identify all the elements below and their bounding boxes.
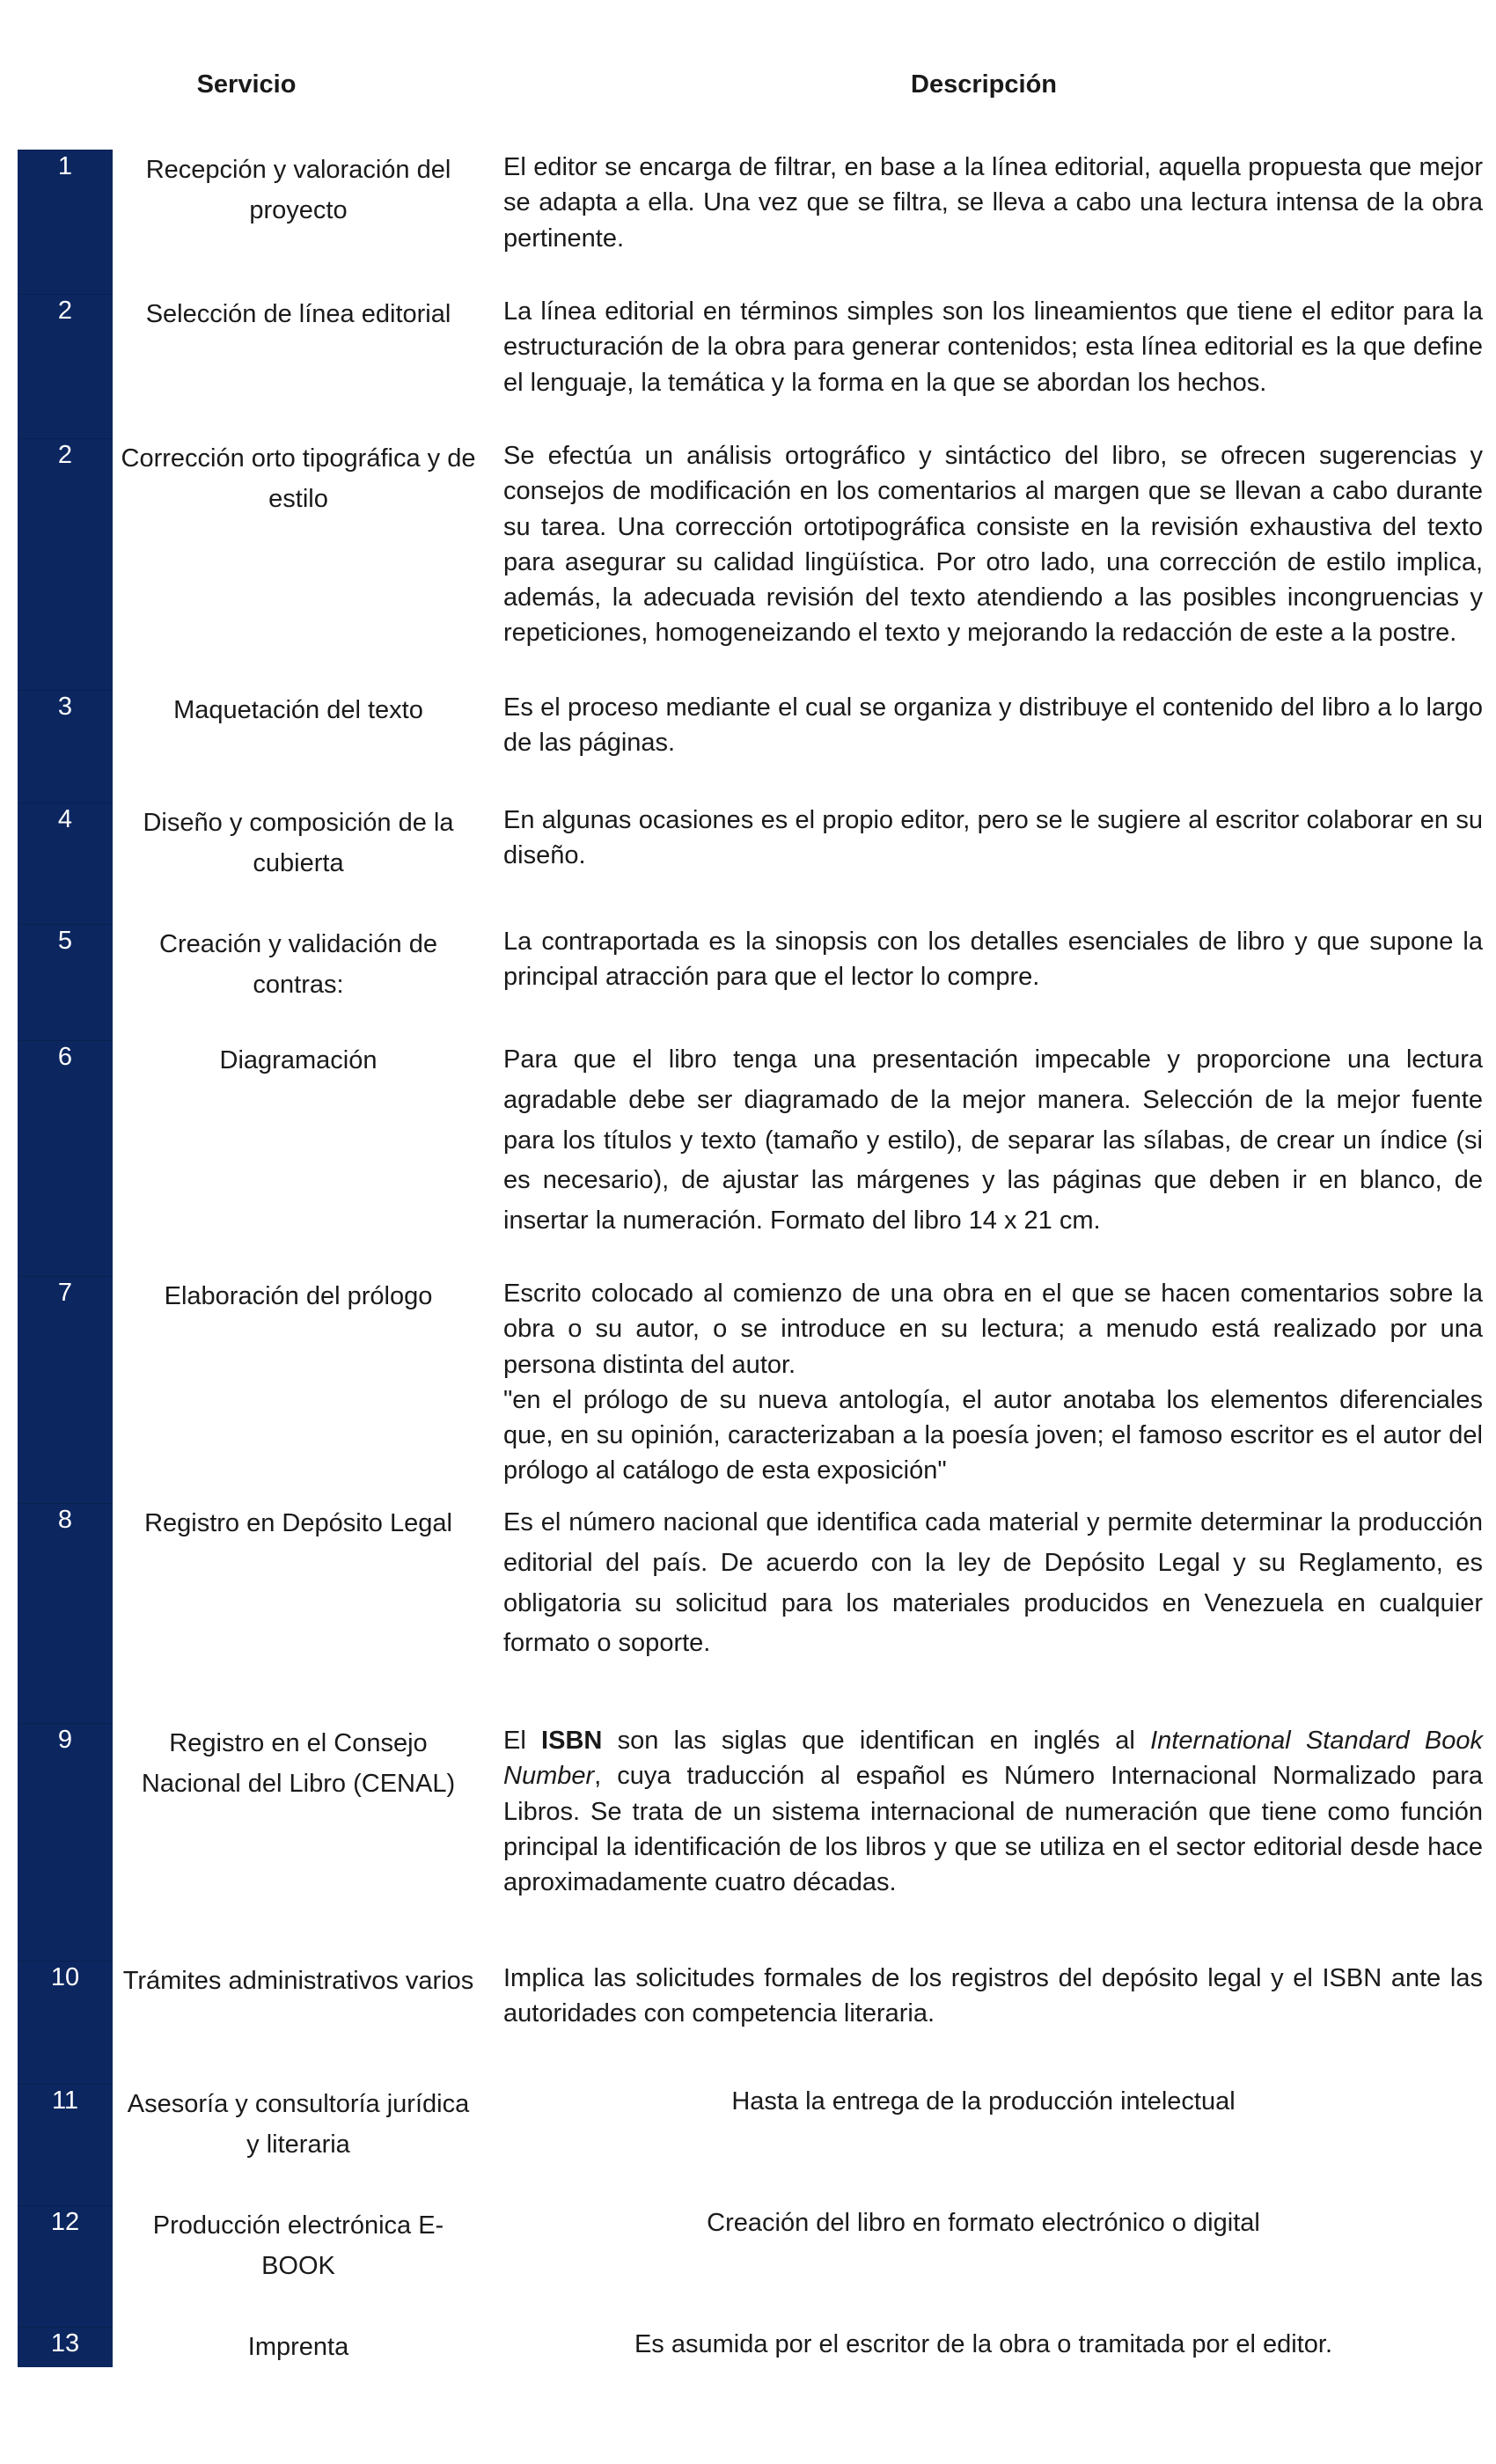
table-header: [0, 70, 1496, 106]
row-number: 13: [18, 2327, 113, 2367]
row-number: 12: [18, 2205, 113, 2327]
row-number: 3: [18, 690, 113, 803]
service-description: [484, 1276, 1483, 1503]
service-description: Para que el libro tenga una presentación impecable y proporcione una lectura agradable debe ser diagramado de la mejor manera. Selección de la mejor fuente para los títulos y texto (tamaño y estilo), de separar las sílabas, de crear un índice (si es necesario), de ajustar las márgenes y las páginas que deben ir en blanco, de insertar la numeración. Formato del libro 14 x 21 cm.: [503, 1045, 1483, 1236]
isbn-term: ISBN: [541, 1727, 603, 1755]
row-number: 5: [18, 924, 113, 1040]
service-description: Implica las solicitudes formales de los registros del depósito legal y el ISBN ante las autoridades con competencia literaria.: [503, 1964, 1483, 2028]
service-description: Es asumida por el escritor de la obra o tramitada por el editor.: [634, 2330, 1333, 2358]
service-name: Recepción y valoración del proyecto: [145, 156, 451, 225]
service-description: Hasta la entrega de la producción intelectual: [731, 2087, 1236, 2116]
row-number: 8: [18, 1503, 113, 1723]
isbn-full-name: International Standard Book Number: [503, 1727, 1484, 1791]
description-text: Escrito colocado al comienzo de una obra en el que se hacen comentarios sobre la obra o su autor, o se introduce en su lectura; a menudo está realizado por una persona distinta del autor.: [503, 1280, 1483, 1379]
row-number: 10: [18, 1961, 113, 2084]
services-table: [18, 150, 1483, 2367]
row-number: 2: [18, 438, 113, 690]
service-name: Corrección orto tipográfica y de estilo: [121, 444, 476, 514]
column-header-description: Descripción: [911, 70, 1057, 99]
row-number: 6: [18, 1040, 113, 1276]
row-number: 11: [18, 2084, 113, 2205]
service-description: Creación del libro en formato electrónico o digital: [707, 2209, 1260, 2237]
row-number: 2: [18, 294, 113, 438]
service-name: Diseño y composición de la cubierta: [143, 809, 454, 878]
row-number: 7: [18, 1276, 113, 1503]
service-name: Maquetación del texto: [173, 696, 423, 724]
service-description: La línea editorial en términos simples son los lineamientos que tiene el editor para la estructuración de la obra para generar contenidos; esta línea editorial es la que define el lenguaje, la temática y la forma en la que se abordan los hechos.: [503, 297, 1483, 397]
service-name: Registro en el Consejo Nacional del Libro (CENAL): [141, 1729, 456, 1799]
description-text: El: [503, 1727, 542, 1755]
service-name: Selección de línea editorial: [145, 300, 451, 328]
service-description: [484, 1723, 1483, 1961]
service-name: Creación y validación de contras:: [159, 930, 437, 1000]
row-number: 4: [18, 803, 113, 924]
row-number: 9: [18, 1723, 113, 1961]
service-name: Producción electrónica E-BOOK: [152, 2211, 444, 2281]
description-text: son las siglas que identifican en inglés al: [602, 1727, 1151, 1755]
description-text: , cuya traducción al español es Número Internacional Normalizado para Libros. Se trata de un sistema internacional de numeración que tiene como función principal la identificación de los libros y que se utiliza en el sector editorial desde hace aproximadamente cuatro décadas.: [503, 1762, 1483, 1897]
service-name: Trámites administrativos varios: [122, 1967, 474, 1995]
service-name: Diagramación: [219, 1046, 378, 1074]
row-number: 1: [18, 150, 113, 294]
service-description: En algunas ocasiones es el propio editor, pero se le sugiere al escritor colaborar en su diseño.: [503, 806, 1483, 870]
description-quote: "en el prólogo de su nueva antología, el autor anotaba los elementos diferenciales que, en su opinión, caracterizaban a la poesía joven; el famoso escritor es el autor del prólogo al catálogo de esta exposición": [503, 1385, 1483, 1485]
column-header-service: Servicio: [196, 70, 297, 99]
service-name: Asesoría y consultoría jurídica y literaria: [127, 2090, 470, 2160]
service-description: Es el número nacional que identifica cada material y permite determinar la producción editorial del país. De acuerdo con la ley de Depósito Legal y su Reglamento, es obligatoria su solicitud para los materiales producidos en Venezuela en cualquier formato o soporte.: [503, 1508, 1483, 1658]
service-name: Imprenta: [247, 2333, 349, 2361]
service-description: La contraportada es la sinopsis con los detalles esenciales de libro y que supone la principal atracción para que el lector lo compre.: [503, 928, 1483, 992]
service-name: Elaboración del prólogo: [164, 1282, 433, 1310]
service-description: Es el proceso mediante el cual se organiza y distribuye el contenido del libro a lo largo de las páginas.: [503, 693, 1483, 758]
service-name: Registro en Depósito Legal: [144, 1509, 452, 1537]
service-description: El editor se encarga de filtrar, en base a la línea editorial, aquella propuesta que mejor se adapta a ella. Una vez que se filtra, se lleva a cabo una lectura intensa de la obra pertinente.: [503, 153, 1483, 253]
service-description: Se efectúa un análisis ortográfico y sintáctico del libro, se ofrecen sugerencias y consejos de modificación en los comentarios al margen que se llevan a cabo durante su tarea. Una corrección ortotipográfica consiste en la revisión exhaustiva del texto para asegurar su calidad lingüística. Por otro lado, una corrección de estilo implica, además, la adecuada revisión del texto atendiendo a las posibles incongruencias y repeticiones, homogeneizando el texto y mejorando la redacción de este a la postre.: [503, 442, 1483, 648]
